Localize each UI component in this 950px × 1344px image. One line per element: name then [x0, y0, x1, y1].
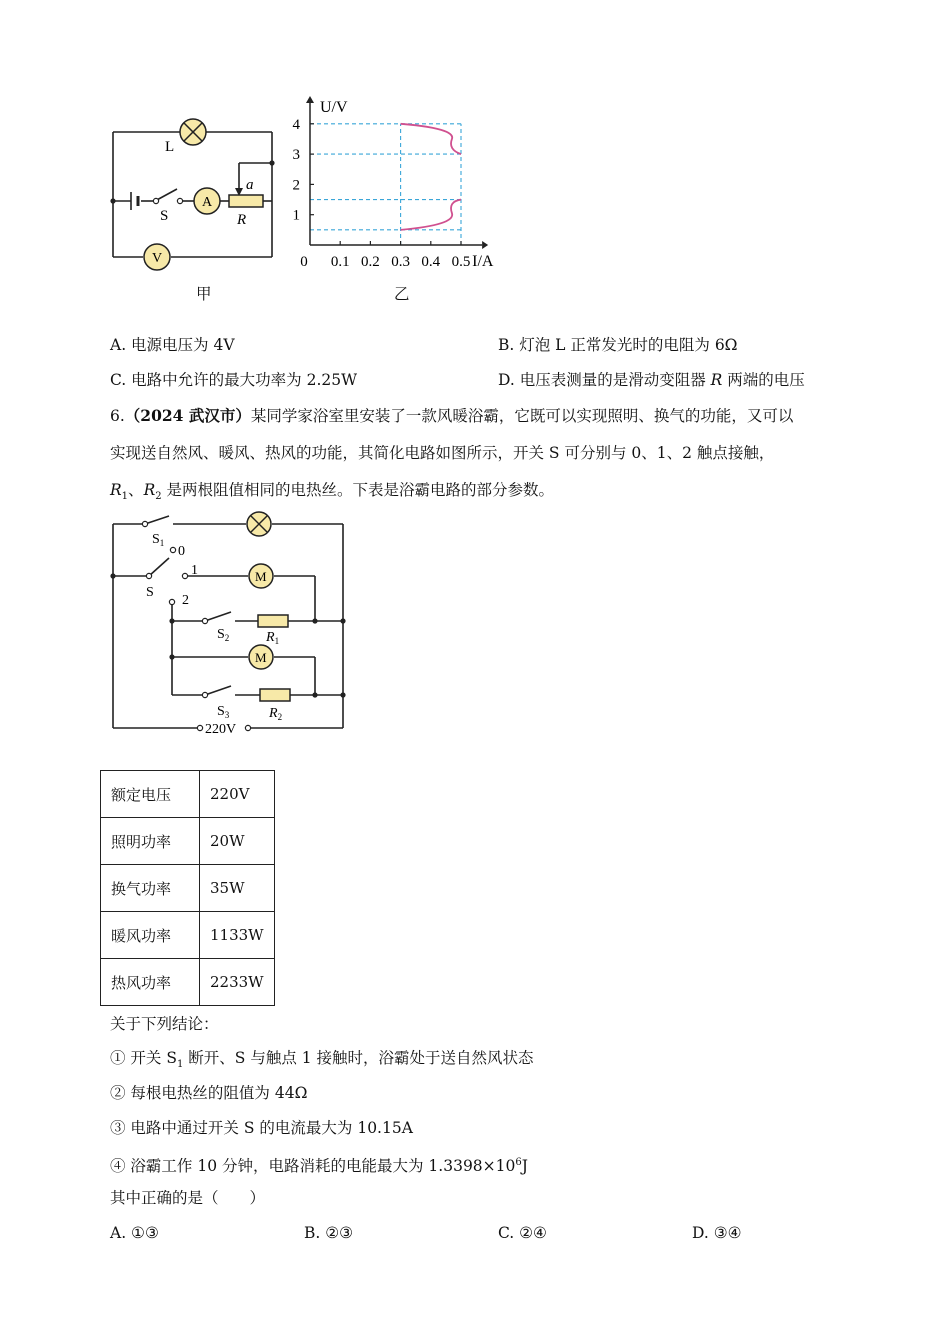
param-name: 暖风功率: [101, 912, 200, 959]
s2-label: S: [217, 627, 225, 642]
contact-2-label: 2: [182, 593, 189, 608]
svg-text:S3: $S_3$: [217, 704, 230, 720]
x-axis-arrow: [482, 241, 488, 249]
param-value: 20W: [200, 818, 275, 865]
q5-option-b[interactable]: B. 灯泡 L 正常发光时的电阻为 6Ω: [498, 336, 738, 354]
svg-text:S1: $S_1$: [152, 532, 165, 548]
resistor-label: R: [237, 212, 247, 228]
q6-option-c[interactable]: C. ②④: [498, 1224, 547, 1242]
table-row: [101, 818, 275, 865]
q6-question: 其中正确的是（ ）: [110, 1189, 266, 1207]
x-tick-label: 0.1: [330, 254, 350, 270]
r2-label: R: [269, 706, 278, 721]
motor-1-label: M: [255, 569, 267, 584]
figure-caption-jia: 甲: [196, 285, 212, 303]
q6-stem-line1: 6.（2024 武汉市）某同学家浴室里安装了一款风暖浴霸，它既可以实现照明、换气的功能，又可以: [110, 406, 794, 425]
svg-text:R2: $R_2$: [269, 706, 283, 722]
q6-source: （2024 武汉市）: [124, 406, 251, 425]
voltmeter-label: V: [152, 251, 163, 266]
table-row: [101, 865, 275, 912]
q6-number: 6.: [110, 407, 125, 425]
conclusion-2: ② 每根电热丝的阻值为 44Ω: [110, 1084, 308, 1102]
y-tick-label: 2: [292, 177, 300, 194]
svg-text:R1: $R_1$: [266, 630, 280, 646]
param-name: 额定电压: [101, 771, 200, 818]
s3-label: S: [217, 704, 225, 719]
ammeter-label: A: [202, 195, 213, 210]
q6-option-d[interactable]: D. ③④: [692, 1224, 742, 1242]
x-tick-label: 0.5: [451, 254, 471, 270]
q5-option-a[interactable]: A. 电源电压为 4V: [110, 336, 235, 354]
supply-label: 220V: [205, 722, 237, 737]
series-line-1: [401, 124, 461, 154]
table-row: [101, 912, 275, 959]
q6-stem-line2: 实现送自然风、暖风、热风的功能，其简化电路如图所示，开关 S 可分别与 0、1、2 触点接触，: [110, 444, 775, 462]
s1-label: S: [152, 532, 160, 547]
table-row: [101, 959, 275, 1006]
q6-option-a[interactable]: A. ①③: [110, 1224, 159, 1242]
s-label: S: [146, 585, 154, 600]
conclusions-intro: 关于下列结论：: [110, 1015, 219, 1033]
conclusion-3: ③ 电路中通过开关 S 的电流最大为 10.15A: [110, 1119, 413, 1137]
r1-label: R: [266, 630, 275, 645]
parameter-table: [100, 770, 275, 1006]
svg-text:S2: $S_2$: [217, 627, 230, 643]
series-line-2: [401, 200, 461, 230]
contact-0-label: 0: [178, 544, 185, 559]
circuit-diagram-bath-heater: [105, 510, 355, 745]
conclusion-4: ④ 浴霸工作 10 分钟，电路消耗的电能最大为 $1.3398\times 10^6J$: [110, 1157, 528, 1176]
param-name: 照明功率: [101, 818, 200, 865]
param-value: 35W: [200, 865, 275, 912]
y-tick-label: 1: [292, 207, 300, 224]
circuit-diagram-jia: [105, 110, 285, 300]
y-axis-arrow: [306, 96, 314, 103]
param-value: 1133W: [200, 912, 275, 959]
param-value: 220V: [200, 771, 275, 818]
lamp-label: L: [165, 139, 175, 155]
x-axis-label: I/A: [472, 253, 494, 270]
y-tick-label: 3: [292, 147, 300, 164]
x-tick-label: 0.3: [391, 254, 410, 270]
slider-label: a: [246, 177, 254, 193]
origin-label: 0: [300, 254, 308, 270]
q5-option-c[interactable]: C. 电路中允许的最大功率为 2.25W: [110, 371, 358, 389]
x-tick-label: 0.2: [361, 254, 380, 270]
x-tick-label: 0.4: [421, 254, 441, 270]
q6-option-b[interactable]: B. ②③: [304, 1224, 354, 1242]
param-name: 换气功率: [101, 865, 200, 912]
y-axis-label: U/V: [320, 99, 348, 116]
y-tick-label: 4: [292, 116, 300, 133]
table-row: [101, 771, 275, 818]
param-value: 2233W: [200, 959, 275, 1006]
figure-caption-yi: 乙: [394, 285, 410, 303]
motor-2-label: M: [255, 650, 267, 665]
switch-label: S: [160, 208, 169, 224]
conclusion-1: ① 开关 $S_1$ 断开、S 与触点 1 接触时，浴霸处于送自然风状态: [110, 1049, 534, 1071]
ui-graph-yi: [290, 90, 525, 290]
contact-1-label: 1: [191, 563, 198, 578]
q5-option-d[interactable]: D. 电压表测量的是滑动变阻器 R 两端的电压: [498, 371, 805, 389]
q6-stem-line3: $R_1$、$R_2$ 是两根阻值相同的电热丝。下表是浴霸电路的部分参数。: [110, 481, 555, 503]
param-name: 热风功率: [101, 959, 200, 1006]
